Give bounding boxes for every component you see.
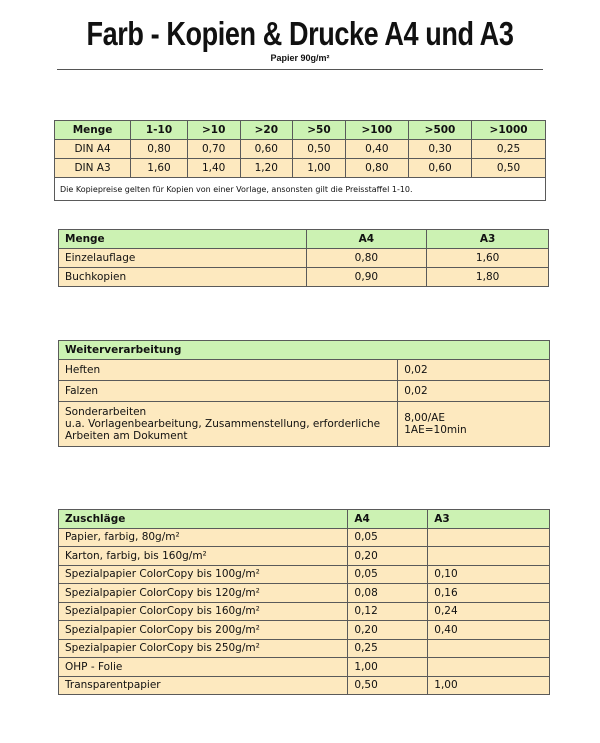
price-cell: 0,16 bbox=[428, 584, 550, 603]
table-row bbox=[55, 140, 546, 159]
price-cell bbox=[428, 547, 550, 566]
finishing-table bbox=[58, 340, 550, 447]
row-label: Transparentpapier bbox=[59, 676, 348, 695]
surcharges-table bbox=[58, 509, 550, 695]
table-row bbox=[59, 547, 550, 566]
table-row bbox=[59, 402, 550, 447]
price-cell: 1,40 bbox=[187, 159, 240, 178]
table-note-row bbox=[55, 178, 546, 201]
row-label bbox=[59, 402, 398, 447]
price-cell: 1,60 bbox=[131, 159, 188, 178]
price-cell: 0,08 bbox=[348, 584, 428, 603]
price-cell: 0,60 bbox=[408, 159, 471, 178]
table-row bbox=[55, 159, 546, 178]
price-cell: 0,20 bbox=[348, 621, 428, 640]
price-cell: 0,05 bbox=[348, 528, 428, 547]
row-label: DIN A4 bbox=[55, 140, 131, 159]
row-label: Spezialpapier ColorCopy bis 100g/m² bbox=[59, 565, 348, 584]
page-subtitle: Papier 90g/m² bbox=[270, 53, 330, 63]
row-label: Papier, farbig, 80g/m² bbox=[59, 528, 348, 547]
column-header: A4 bbox=[306, 230, 427, 249]
price-cell bbox=[428, 639, 550, 658]
table-header-row bbox=[59, 510, 550, 529]
price-cell: 0,90 bbox=[306, 268, 427, 287]
price-cell: 0,02 bbox=[398, 381, 550, 402]
column-header: Zuschläge bbox=[59, 510, 348, 529]
column-header: 1-10 bbox=[131, 121, 188, 140]
price-cell: 0,80 bbox=[131, 140, 188, 159]
special-work-detail: Arbeiten am Dokument bbox=[65, 430, 188, 442]
price-cell: 0,60 bbox=[240, 140, 293, 159]
special-work-unit: 1AE=10min bbox=[404, 424, 467, 436]
price-cell: 0,05 bbox=[348, 565, 428, 584]
row-label: OHP - Folie bbox=[59, 658, 348, 677]
row-label: Spezialpapier ColorCopy bis 160g/m² bbox=[59, 602, 348, 621]
price-cell: 0,20 bbox=[348, 547, 428, 566]
price-cell: 1,20 bbox=[240, 159, 293, 178]
price-cell: 0,02 bbox=[398, 360, 550, 381]
table-row bbox=[59, 602, 550, 621]
row-label: Karton, farbig, bis 160g/m² bbox=[59, 547, 348, 566]
price-cell: 0,50 bbox=[293, 140, 346, 159]
column-header: A4 bbox=[348, 510, 428, 529]
price-cell: 0,80 bbox=[345, 159, 408, 178]
table-row bbox=[59, 360, 550, 381]
price-cell: 0,40 bbox=[345, 140, 408, 159]
table-row bbox=[59, 639, 550, 658]
special-work-title: Sonderarbeiten bbox=[65, 406, 147, 418]
table-row bbox=[59, 249, 549, 268]
price-cell: 0,12 bbox=[348, 602, 428, 621]
price-cell: 1,00 bbox=[348, 658, 428, 677]
table-row bbox=[59, 676, 550, 695]
price-scale-table bbox=[54, 120, 546, 201]
price-cell: 0,25 bbox=[472, 140, 546, 159]
column-header: A3 bbox=[427, 230, 549, 249]
table-row bbox=[59, 268, 549, 287]
price-cell: 0,24 bbox=[428, 602, 550, 621]
column-header: >500 bbox=[408, 121, 471, 140]
price-cell: 0,10 bbox=[428, 565, 550, 584]
price-cell bbox=[428, 528, 550, 547]
table-row bbox=[59, 658, 550, 677]
page-title: Farb - Kopien & Drucke A4 und A3 bbox=[86, 15, 514, 52]
column-header: Menge bbox=[59, 230, 307, 249]
price-cell: 1,80 bbox=[427, 268, 549, 287]
row-label: Falzen bbox=[59, 381, 398, 402]
table-row bbox=[59, 381, 550, 402]
row-label: DIN A3 bbox=[55, 159, 131, 178]
price-cell: 0,40 bbox=[428, 621, 550, 640]
row-label: Heften bbox=[59, 360, 398, 381]
table-row bbox=[59, 621, 550, 640]
row-label: Spezialpapier ColorCopy bis 120g/m² bbox=[59, 584, 348, 603]
column-header: A3 bbox=[428, 510, 550, 529]
special-work-detail: u.a. Vorlagenbearbeitung, Zusammenstellung, erforderliche bbox=[65, 418, 381, 430]
row-label: Einzelauflage bbox=[59, 249, 307, 268]
price-cell: 0,50 bbox=[348, 676, 428, 695]
column-header: >50 bbox=[293, 121, 346, 140]
price-cell: 0,70 bbox=[187, 140, 240, 159]
table-header-row bbox=[59, 341, 550, 360]
price-cell: 0,80 bbox=[306, 249, 427, 268]
table-row bbox=[59, 584, 550, 603]
table-row bbox=[59, 528, 550, 547]
price-cell: 1,00 bbox=[428, 676, 550, 695]
column-header: >1000 bbox=[472, 121, 546, 140]
row-label: Spezialpapier ColorCopy bis 250g/m² bbox=[59, 639, 348, 658]
price-cell: 1,00 bbox=[293, 159, 346, 178]
price-cell: 0,30 bbox=[408, 140, 471, 159]
price-cell: 1,60 bbox=[427, 249, 549, 268]
copy-type-table bbox=[58, 229, 549, 287]
special-work-price: 8,00/AE bbox=[404, 412, 445, 424]
finishing-heading: Weiterverarbeitung bbox=[59, 341, 550, 360]
column-header: >10 bbox=[187, 121, 240, 140]
column-header: >100 bbox=[345, 121, 408, 140]
row-label: Buchkopien bbox=[59, 268, 307, 287]
table-header-row bbox=[59, 230, 549, 249]
title-divider bbox=[57, 69, 543, 70]
price-note: Die Kopiepreise gelten für Kopien von einer Vorlage, ansonsten gilt die Preisstaffel 1-10. bbox=[55, 178, 546, 201]
price-cell: 0,50 bbox=[472, 159, 546, 178]
table-row bbox=[59, 565, 550, 584]
price-cell bbox=[398, 402, 550, 447]
price-cell: 0,25 bbox=[348, 639, 428, 658]
row-label: Spezialpapier ColorCopy bis 200g/m² bbox=[59, 621, 348, 640]
column-header: Menge bbox=[55, 121, 131, 140]
price-cell bbox=[428, 658, 550, 677]
column-header: >20 bbox=[240, 121, 293, 140]
table-header-row bbox=[55, 121, 546, 140]
